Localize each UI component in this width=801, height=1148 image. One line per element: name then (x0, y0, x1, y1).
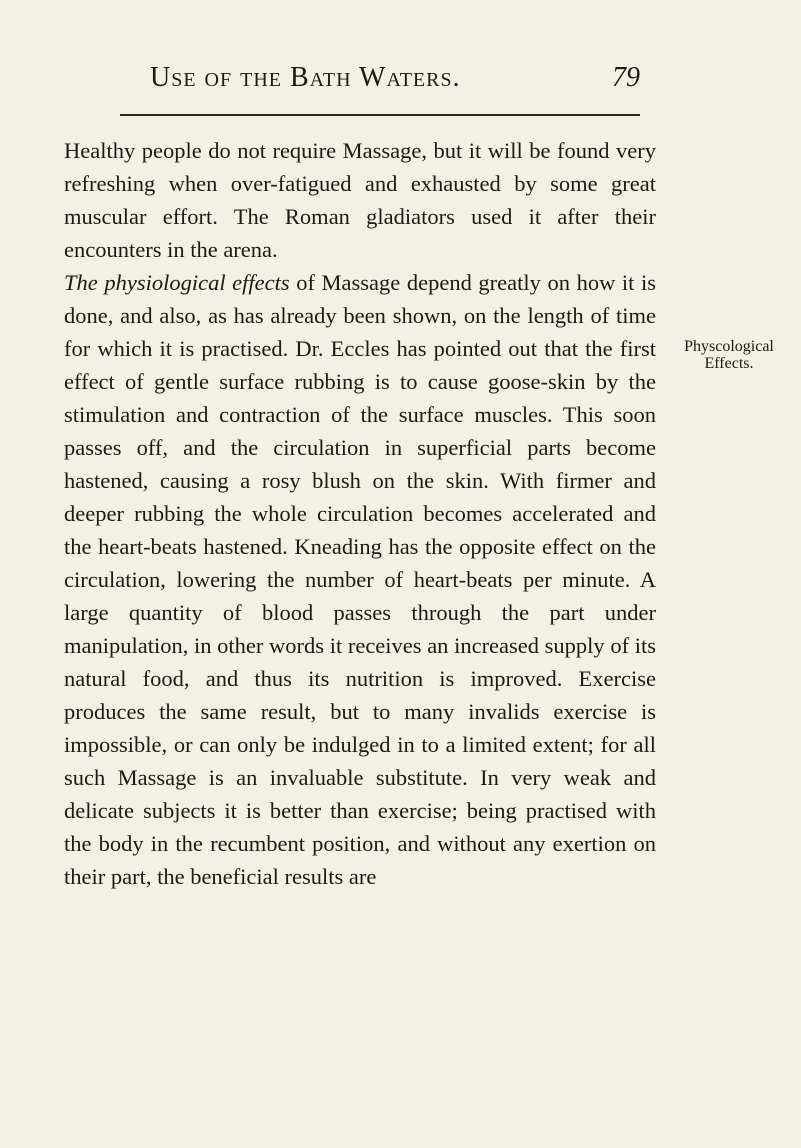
body-text (64, 134, 656, 893)
margin-note-line2: Effects. (704, 355, 754, 372)
running-head (120, 62, 640, 102)
running-title: Use of the Bath Waters. (150, 62, 461, 93)
margin-note (664, 338, 794, 372)
margin-note-line1: Physcological (684, 338, 774, 355)
paragraph-gladiators: Healthy people do not require Massage, but it will be found very refreshing when over-fatigued and exhausted by some great muscular effort. The Roman gladiators used it after their encounters in the arena. (64, 138, 656, 262)
emphasis-physiological-effects: The physiological effects (64, 270, 290, 295)
paragraph-physiological-effects (64, 266, 656, 893)
paragraph-physiological-effects-text: of Massage depend greatly on how it is done, and also, as has already been shown, on the length of time for which it is practised. Dr. Eccles has pointed out that the first effect of gentle surface rubbing is to cause goose-skin by the stimulation and contraction of the surface muscles. This soon passes off, and the circulation in superficial parts become hastened, causing a rosy blush on the skin. With firmer and deeper rubbing the whole circulation becomes accelerated and the heart-beats hastened. Kneading has the opposite effect on the circulation, lowering the number of heart-beats per minute. A large quantity of blood passes through the part under manipulation, in other words it receives an increased supply of its natural food, and thus its nutrition is improved. Exercise produces the same result, but to many invalids exercise is impossible, or can only be indulged in to a limited extent; for all such Massage is an invaluable substitute. In very weak and delicate subjects it is better than exercise; being practised with the body in the recumbent position, and without any exertion on their part, the beneficial results are (64, 270, 656, 889)
page-number: 79 (612, 62, 640, 93)
header-rule (120, 114, 640, 116)
